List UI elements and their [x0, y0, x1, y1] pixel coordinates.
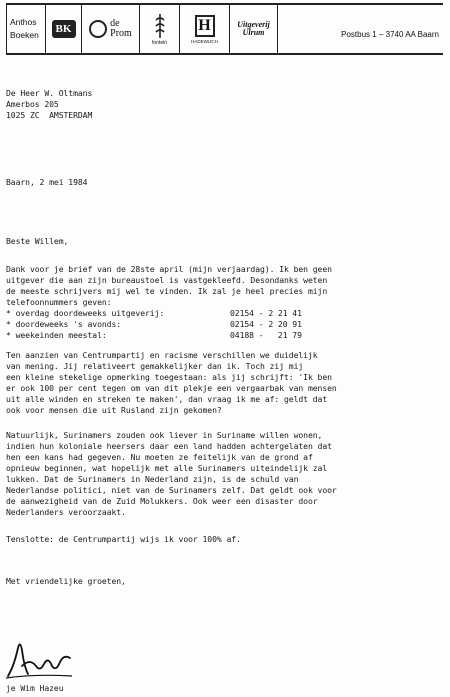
phone-label: * weekeinden meestal: [6, 330, 107, 340]
postbus-address: Postbus 1 – 3740 AA Baarn [341, 30, 439, 39]
phone-number: 02154 - 2 21 41 [230, 308, 302, 318]
paragraph-3-line: de aanwezigheid van de Zuid Molukkers. Ook weer een disaster door [6, 496, 318, 506]
uitgeverij-ulrum-logo [230, 5, 278, 53]
prom-label: Prom [110, 28, 132, 39]
recipient-city: 1025 ZC AMSTERDAM [6, 110, 93, 120]
paragraph-4: Tenslotte: de Centrumpartij wijs ik voor 100% af. [6, 534, 241, 544]
paragraph-3-line: hen een kans had gegeven. Nu moeten ze feitelijk van de grond af [6, 452, 313, 462]
ulrum-label: Ulrum [242, 28, 265, 37]
paragraph-3-line: Natuurlijk, Surinamers zouden ook liever in Suriname willen wonen, [6, 430, 323, 440]
paragraph-2-line: uit alle winden en streken te maken', dan vraag ik me af: geldt dat [6, 394, 328, 404]
fontein-logo [140, 5, 180, 53]
letter-date: Baarn, 2 mei 1984 [6, 177, 88, 187]
paragraph-3-line: lukken. Dat de Surinamers in Nederland zijn, is de schuld van [6, 474, 299, 484]
paragraph-2-line: ook voor mensen die uit Rusland zijn gekomen? [6, 405, 222, 415]
paragraph-3-line: opnieuw beginnen, wat hopelijk met alle Surinamers uiteindelijk zal [6, 463, 328, 473]
bk-logo-box [46, 5, 82, 53]
paragraph-2-line: van mening. Jij relativeert gemakkelijker dan ik. Toch zij mij [6, 361, 304, 371]
prom-circle-icon [89, 20, 107, 38]
phone-label: * doordeweeks 's avonds: [6, 319, 122, 329]
paragraph-1-line: uitgever die aan zijn bureaustoel is vastgekleefd. Desondanks weten [6, 275, 328, 285]
paragraph-1-line: Dank voor je brief van de 28ste april (mijn verjaardag). Ik ben geen [6, 264, 332, 274]
uitgeverij-label: Uitgeverij [237, 20, 270, 29]
paragraph-3-line: Nederlandse politici, niet van de Surinamers zelf. Dat geldt ook voor [6, 485, 337, 495]
phone-number: 02154 - 2 20 91 [230, 319, 302, 329]
recipient-street: Amerbos 205 [6, 99, 59, 109]
fontein-icon [153, 12, 167, 40]
paragraph-2-line: Ten aanzien van Centrumpartij en racisme verschillen we duidelijk [6, 350, 318, 360]
hadewijch-label: HADEWIJCH [191, 38, 218, 44]
hadewijch-logo [180, 5, 230, 53]
paragraph-1-line: de meeste schrijvers mij wel te vinden. Ik zal je heel precies mijn [6, 286, 328, 296]
phone-number: 04188 - 21 79 [230, 330, 302, 340]
letterhead [6, 3, 443, 55]
boeken-label: Boeken [10, 30, 39, 40]
recipient-name: De Heer W. Oltmans [6, 88, 93, 98]
anthos-label: Anthos [10, 17, 37, 27]
sender-name: je Wim Hazeu [6, 683, 64, 693]
paragraph-3-line: Nederlanders veroorzaakt. [6, 507, 126, 517]
phone-label: * overdag doordeweeks uitgeverij: [6, 308, 165, 318]
closing: Met vriendelijke groeten, [6, 576, 126, 586]
paragraph-2-line: een kleine stekelige opmerking toegestaan: als jij schrijft: 'Ik ben [6, 372, 332, 382]
salutation: Beste Willem, [6, 236, 69, 246]
paragraph-2-line: er ook 100 per cent tegen om van dit plekje een vergaarbak van mensen [6, 383, 337, 393]
prom-label-de: de [110, 18, 120, 29]
fontein-label: fontein [151, 40, 167, 46]
de-prom-logo [82, 5, 140, 53]
hadewijch-mark: H [195, 15, 215, 37]
handwritten-signature [4, 636, 74, 682]
bk-logo: BK [52, 20, 76, 38]
anthos-boeken-logo [6, 5, 46, 53]
paragraph-1-line: telefoonnummers geven: [6, 297, 112, 307]
paragraph-3-line: indien hun koloniale heersers daar een land hadden achtergelaten dat [6, 441, 332, 451]
